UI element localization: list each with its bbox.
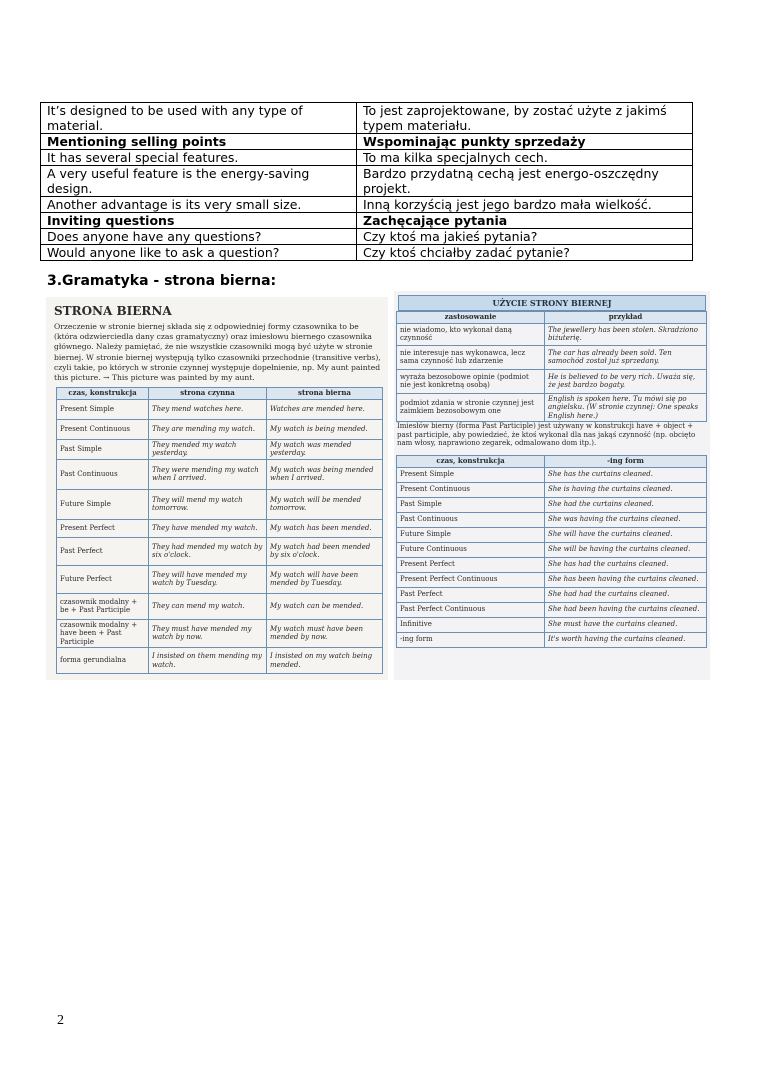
table-row [397, 345, 707, 369]
passive-voice-example: My watch has been mended. [267, 519, 383, 537]
usage-description: nie wiadomo, kto wykonał daną czynność [397, 323, 545, 345]
usage-example: English is spoken here. Tu mówi się po angielsku. (W stronie czynnej: One speaks English here.) [545, 393, 707, 422]
table-row [397, 323, 707, 345]
grammar-scan-passive-voice [46, 297, 388, 680]
have-something-done-example: It's worth having the curtains cleaned. [545, 632, 707, 647]
have-something-done-example: She had had the curtains cleaned. [545, 587, 707, 602]
passive-voice-example: My watch can be mended. [267, 593, 383, 619]
table-row [397, 482, 707, 497]
tense-construction: Past Simple [397, 497, 545, 512]
tense-construction: Past Continuous [57, 459, 149, 489]
tense-construction: Present Continuous [57, 419, 149, 439]
section-header-row [41, 213, 693, 229]
have-something-done-example: She must have the curtains cleaned. [545, 617, 707, 632]
tense-construction: forma gerundialna [57, 648, 149, 674]
column-header: czas, konstrukcja [57, 388, 149, 400]
column-header: -ing form [545, 456, 707, 468]
vocabulary-table [40, 102, 693, 261]
passive-voice-example: My watch must have been mended by now. [267, 619, 383, 648]
have-something-done-example: She has had the curtains cleaned. [545, 557, 707, 572]
have-something-done-table [396, 455, 707, 648]
page-number: 2 [57, 1013, 64, 1028]
column-header: zastosowanie [397, 312, 545, 324]
table-row [397, 572, 707, 587]
table-row [397, 542, 707, 557]
table-row [41, 166, 693, 197]
tense-construction: Future Simple [397, 527, 545, 542]
tense-construction: Future Simple [57, 489, 149, 519]
tense-construction: czasownik modalny + have been + Past Participle [57, 619, 149, 648]
tense-construction: Past Perfect Continuous [397, 602, 545, 617]
usage-example: The jewellery has been stolen. Skradziono biżuterię. [545, 323, 707, 345]
english-phrase: It’s designed to be used with any type of material. [41, 103, 357, 134]
tense-construction: Past Perfect [57, 537, 149, 565]
tense-construction: Past Continuous [397, 512, 545, 527]
have-something-done-example: She will have the curtains cleaned. [545, 527, 707, 542]
table-row [397, 632, 707, 647]
usage-description: wyraża bezosobowe opinie (podmiot nie jest konkretną osobą) [397, 369, 545, 393]
tense-construction: Present Perfect [57, 519, 149, 537]
passive-forms-table [56, 387, 383, 674]
table-row [57, 648, 383, 674]
passive-voice-example: My watch was being mended when I arrived. [267, 459, 383, 489]
have-something-done-example: She had been having the curtains cleaned. [545, 602, 707, 617]
passive-voice-example: My watch will be mended tomorrow. [267, 489, 383, 519]
table-row [397, 393, 707, 422]
tense-construction: Present Simple [397, 467, 545, 482]
table-row [57, 399, 383, 419]
usage-banner: UŻYCIE STRONY BIERNEJ [398, 295, 706, 311]
usage-example: The car has already been sold. Ten samochód został już sprzedany. [545, 345, 707, 369]
have-something-done-example: She is having the curtains cleaned. [545, 482, 707, 497]
table-header-row [397, 312, 707, 324]
polish-translation: Inną korzyścią jest jego bardzo mała wielkość. [357, 197, 693, 213]
polish-translation: Zachęcające pytania [357, 213, 693, 229]
table-row [397, 512, 707, 527]
section-heading: 3.Gramatyka - strona bierna: [47, 273, 277, 289]
table-row [57, 519, 383, 537]
active-voice-example: They will mend my watch tomorrow. [149, 489, 267, 519]
passive-voice-example: My watch is being mended. [267, 419, 383, 439]
polish-translation: Czy ktoś ma jakieś pytania? [357, 229, 693, 245]
column-header: strona bierna [267, 388, 383, 400]
tense-construction: Past Perfect [397, 587, 545, 602]
table-row [57, 439, 383, 459]
tense-construction: czasownik modalny + be + Past Participle [57, 593, 149, 619]
active-voice-example: They are mending my watch. [149, 419, 267, 439]
column-header: strona czynna [149, 388, 267, 400]
table-row [41, 245, 693, 261]
have-something-done-example: She has the curtains cleaned. [545, 467, 707, 482]
grammar-scan-passive-usage [394, 291, 710, 680]
column-header: czas, konstrukcja [397, 456, 545, 468]
table-row [397, 617, 707, 632]
passive-voice-example: My watch had been mended by six o'clock. [267, 537, 383, 565]
have-something-done-example: She was having the curtains cleaned. [545, 512, 707, 527]
active-voice-example: I insisted on them mending my watch. [149, 648, 267, 674]
english-phrase: Inviting questions [41, 213, 357, 229]
scan-title: STRONA BIERNA [54, 304, 172, 318]
table-row [57, 489, 383, 519]
usage-description: podmiot zdania w stronie czynnej jest zaimkiem bezosobowym one [397, 393, 545, 422]
active-voice-example: They were mending my watch when I arrived. [149, 459, 267, 489]
active-voice-example: They have mended my watch. [149, 519, 267, 537]
tense-construction: Present Perfect [397, 557, 545, 572]
passive-voice-example: My watch will have been mended by Tuesday. [267, 565, 383, 593]
active-voice-example: They mend watches here. [149, 399, 267, 419]
polish-translation: Bardzo przydatną cechą jest energo-oszczędny projekt. [357, 166, 693, 197]
active-voice-example: They mended my watch yesterday. [149, 439, 267, 459]
polish-translation: Czy ktoś chciałby zadać pytanie? [357, 245, 693, 261]
table-header-row [397, 456, 707, 468]
table-row [57, 619, 383, 648]
table-row [57, 565, 383, 593]
have-something-done-example: She has been having the curtains cleaned. [545, 572, 707, 587]
active-voice-example: They will have mended my watch by Tuesday. [149, 565, 267, 593]
table-row [397, 527, 707, 542]
tense-construction: Past Simple [57, 439, 149, 459]
polish-translation: Wspominając punkty sprzedaży [357, 134, 693, 150]
english-phrase: Would anyone like to ask a question? [41, 245, 357, 261]
passive-voice-example: I insisted on my watch being mended. [267, 648, 383, 674]
tense-construction: Present Simple [57, 399, 149, 419]
table-row [57, 459, 383, 489]
tense-construction: Future Continuous [397, 542, 545, 557]
tense-construction: -ing form [397, 632, 545, 647]
english-phrase: A very useful feature is the energy-saving design. [41, 166, 357, 197]
table-row [397, 602, 707, 617]
have-something-done-note: Imiesłów bierny (forma Past Participle) jest używany w konstrukcji have + object + past participle, aby powiedzieć, że ktoś wykonał dla nas jakąś czynność (np. obcięto nam włosy, naprawiono zegarek, odmalowano dom itp.). [397, 422, 696, 448]
usage-example: He is believed to be very rich. Uważa się, że jest bardzo bogaty. [545, 369, 707, 393]
table-row [41, 197, 693, 213]
polish-translation: To ma kilka specjalnych cech. [357, 150, 693, 166]
table-row [41, 229, 693, 245]
usage-description: nie interesuje nas wykonawca, lecz sama czynność lub zdarzenie [397, 345, 545, 369]
scan-intro-paragraph: Orzeczenie w stronie biernej składa się z odpowiedniej formy czasownika to be (która odzwierciedla dany czas gramatyczny) oraz imiesłowu biernego czasownika głównego. Należy pamiętać, że nie wszystkie czasowniki mogą być użyte w stronie biernej. W stronie biernej występują tylko czasowniki przechodnie (transitive verbs), czyli takie, po których w stronie czynnej występuje dopełnienie, np. My aunt painted this picture. → This picture was painted by my aunt. [54, 322, 381, 383]
polish-translation: To jest zaprojektowane, by zostać użyte z jakimś typem materiału. [357, 103, 693, 134]
english-phrase: Mentioning selling points [41, 134, 357, 150]
tense-construction: Present Perfect Continuous [397, 572, 545, 587]
table-row [397, 557, 707, 572]
have-something-done-example: She will be having the curtains cleaned. [545, 542, 707, 557]
tense-construction: Present Continuous [397, 482, 545, 497]
active-voice-example: They had mended my watch by six o'clock. [149, 537, 267, 565]
table-header-row [57, 388, 383, 400]
table-row [41, 103, 693, 134]
passive-voice-example: My watch was mended yesterday. [267, 439, 383, 459]
active-voice-example: They must have mended my watch by now. [149, 619, 267, 648]
table-row [397, 369, 707, 393]
table-row [397, 587, 707, 602]
section-header-row [41, 134, 693, 150]
active-voice-example: They can mend my watch. [149, 593, 267, 619]
table-row [57, 537, 383, 565]
english-phrase: Does anyone have any questions? [41, 229, 357, 245]
tense-construction: Future Perfect [57, 565, 149, 593]
table-row [41, 150, 693, 166]
passive-voice-example: Watches are mended here. [267, 399, 383, 419]
column-header: przykład [545, 312, 707, 324]
have-something-done-example: She had the curtains cleaned. [545, 497, 707, 512]
tense-construction: Infinitive [397, 617, 545, 632]
english-phrase: Another advantage is its very small size. [41, 197, 357, 213]
table-row [397, 467, 707, 482]
table-row [57, 593, 383, 619]
usage-table [396, 311, 707, 422]
table-row [57, 419, 383, 439]
table-row [397, 497, 707, 512]
english-phrase: It has several special features. [41, 150, 357, 166]
